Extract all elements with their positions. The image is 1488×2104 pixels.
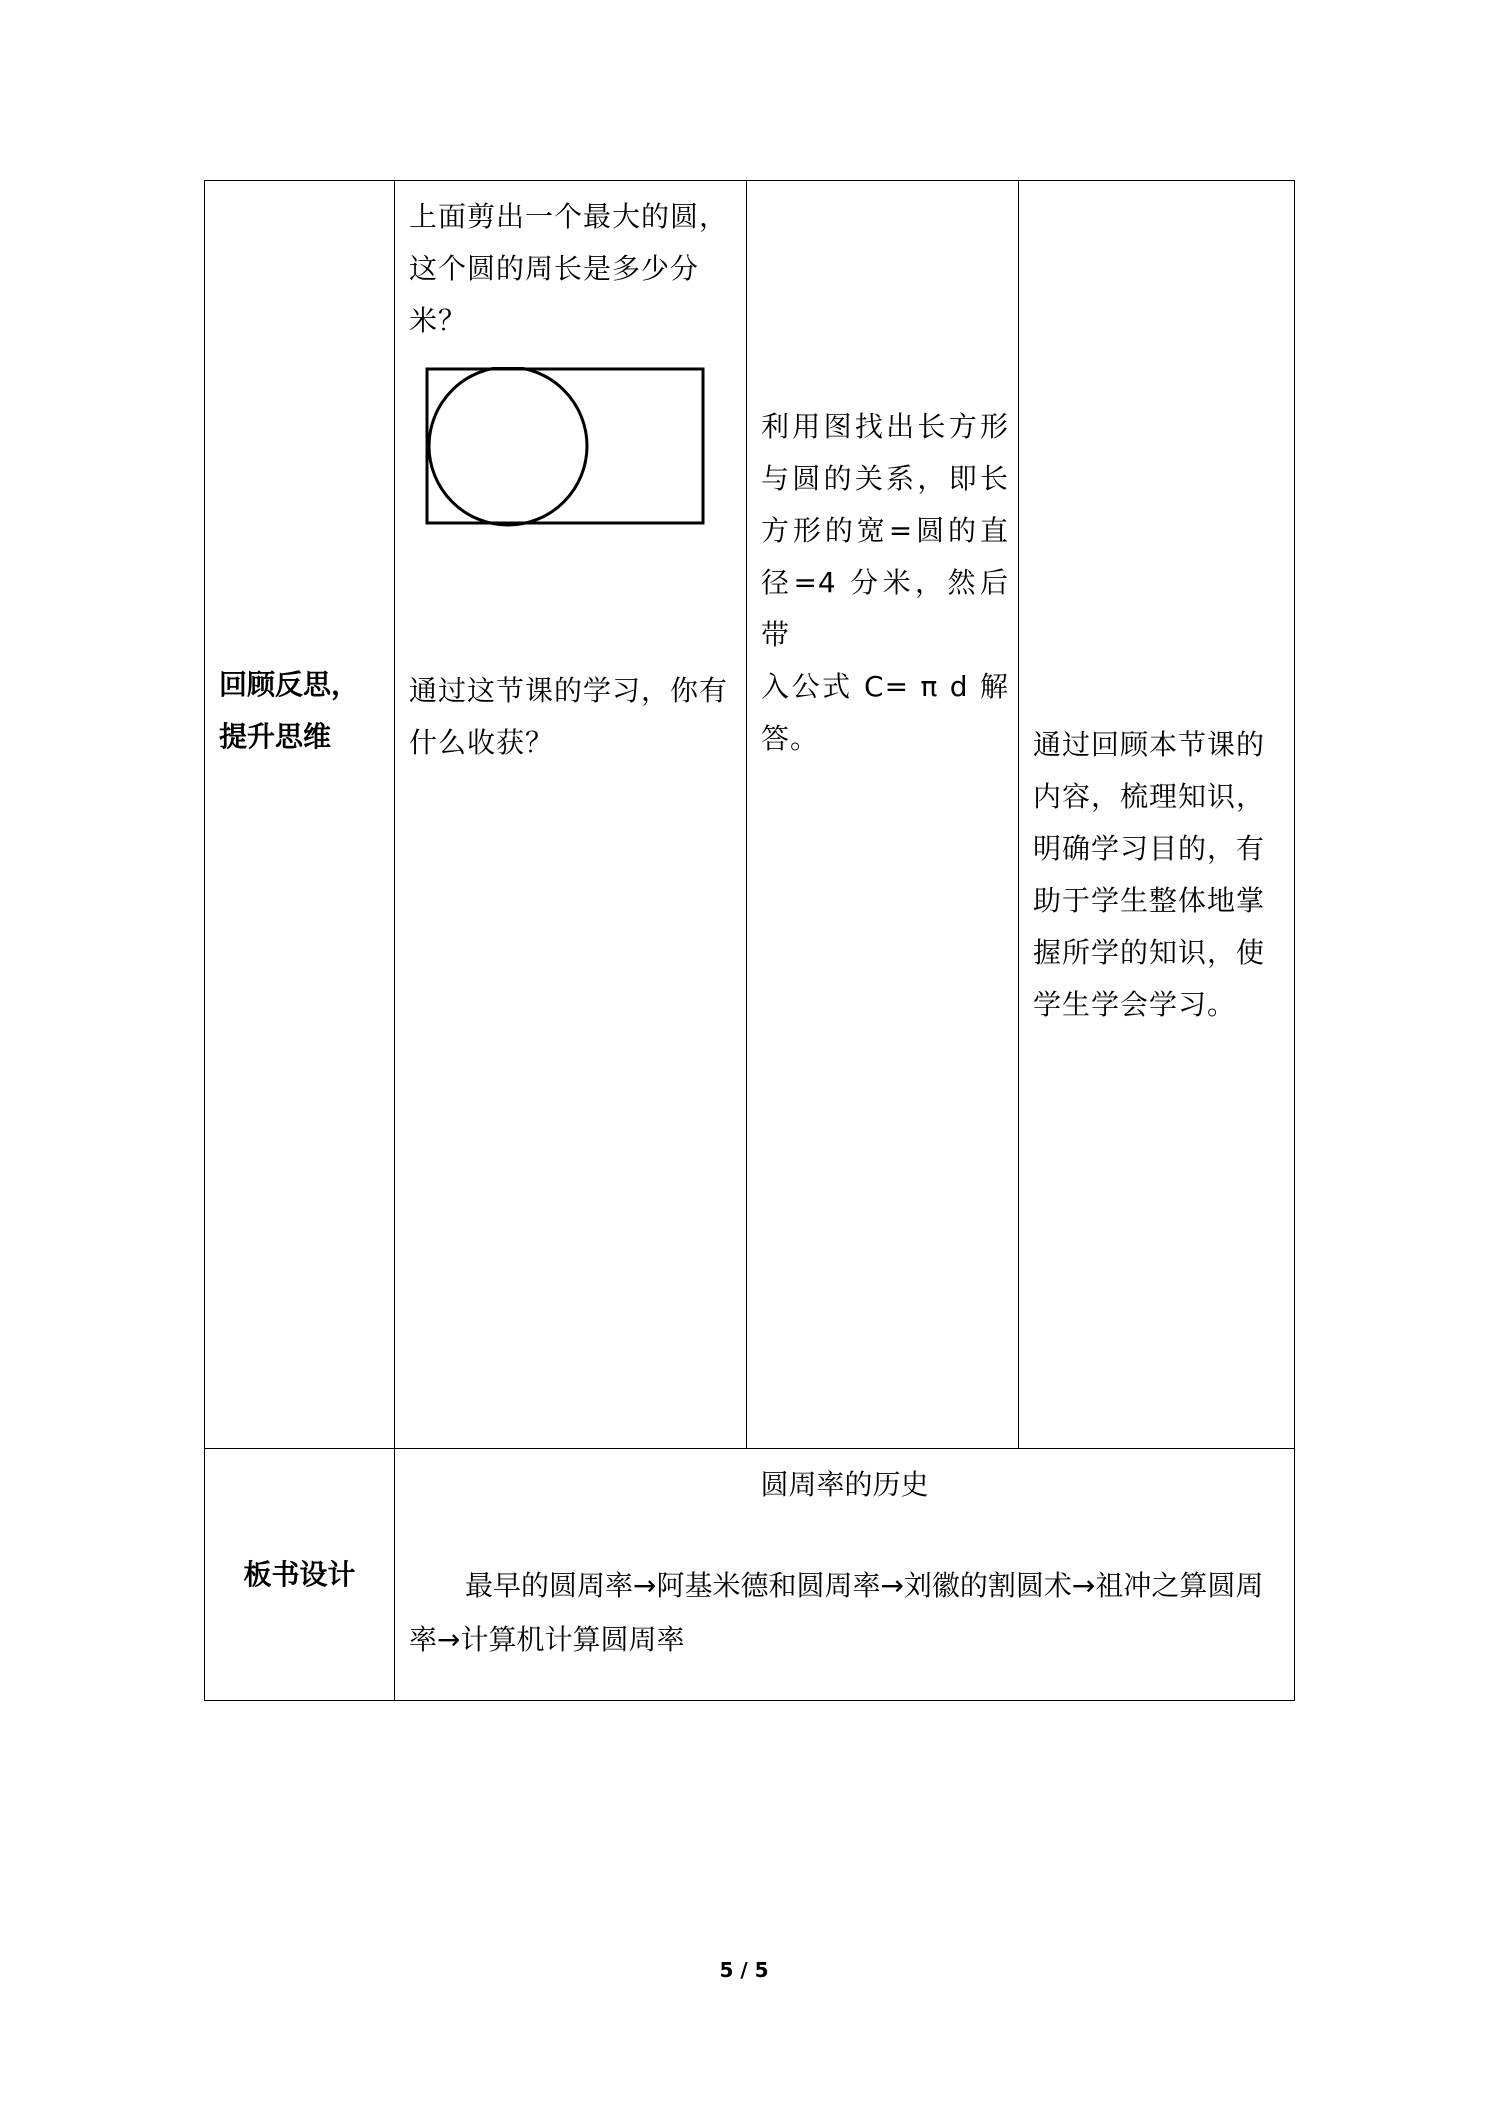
board-design-row [205,1449,1295,1701]
stage-label [219,659,359,763]
activity-cell [395,181,747,1449]
circle-shape [429,367,587,525]
text-line: 通过这节课的学习，你有 [409,674,729,707]
board-design-label: 板书设计 [243,1558,356,1591]
text-line: 米？ [409,304,468,337]
text-line: 内容，梳理知识， [1033,780,1266,813]
text-line: 答。 [761,722,820,755]
text-line: 与圆的关系，即长 [761,462,1009,495]
text-line: 学生学会学习。 [1033,988,1237,1021]
review-row [205,181,1295,1449]
board-label-cell [205,1449,395,1701]
text-line: 径=4 分米，然后带 [761,566,1009,651]
rectangle-circle-figure [425,367,705,527]
page-number: 5 / 5 [719,1958,769,1982]
board-title: 圆周率的历史 [760,1468,929,1501]
text-line: 助于学生整体地掌 [1033,884,1266,917]
analysis-text [761,401,1009,765]
board-content-cell [395,1449,1295,1701]
text-line: 利用图找出长方形 [761,410,1009,443]
text-line: 什么收获？ [409,726,555,759]
lesson-plan-table [204,180,1295,1701]
stage-label-line: 提升思维 [219,720,332,753]
stage-label-line: 回顾反思， [219,668,360,701]
text-line: 这个圆的周长是多少分 [409,252,700,285]
question-2 [409,665,737,769]
text-line: 方形的宽=圆的直 [761,514,1009,547]
text-line: 通过回顾本节课的 [1033,728,1266,761]
text-line: 入公式 C= π d 解 [761,670,1009,703]
stage-cell [205,181,395,1449]
design-intent-text [1033,719,1283,1031]
text-line: 上面剪出一个最大的圆， [409,200,729,233]
intent-cell [1019,181,1295,1449]
text-line: 握所学的知识，使 [1033,936,1266,969]
board-flow-text: 最早的圆周率→阿基米德和圆周率→刘徽的割圆术→祖冲之算圆周率→计算机计算圆周率 [409,1569,1264,1656]
analysis-cell [747,181,1019,1449]
text-line: 明确学习目的，有 [1033,832,1266,865]
question-1 [409,191,737,347]
